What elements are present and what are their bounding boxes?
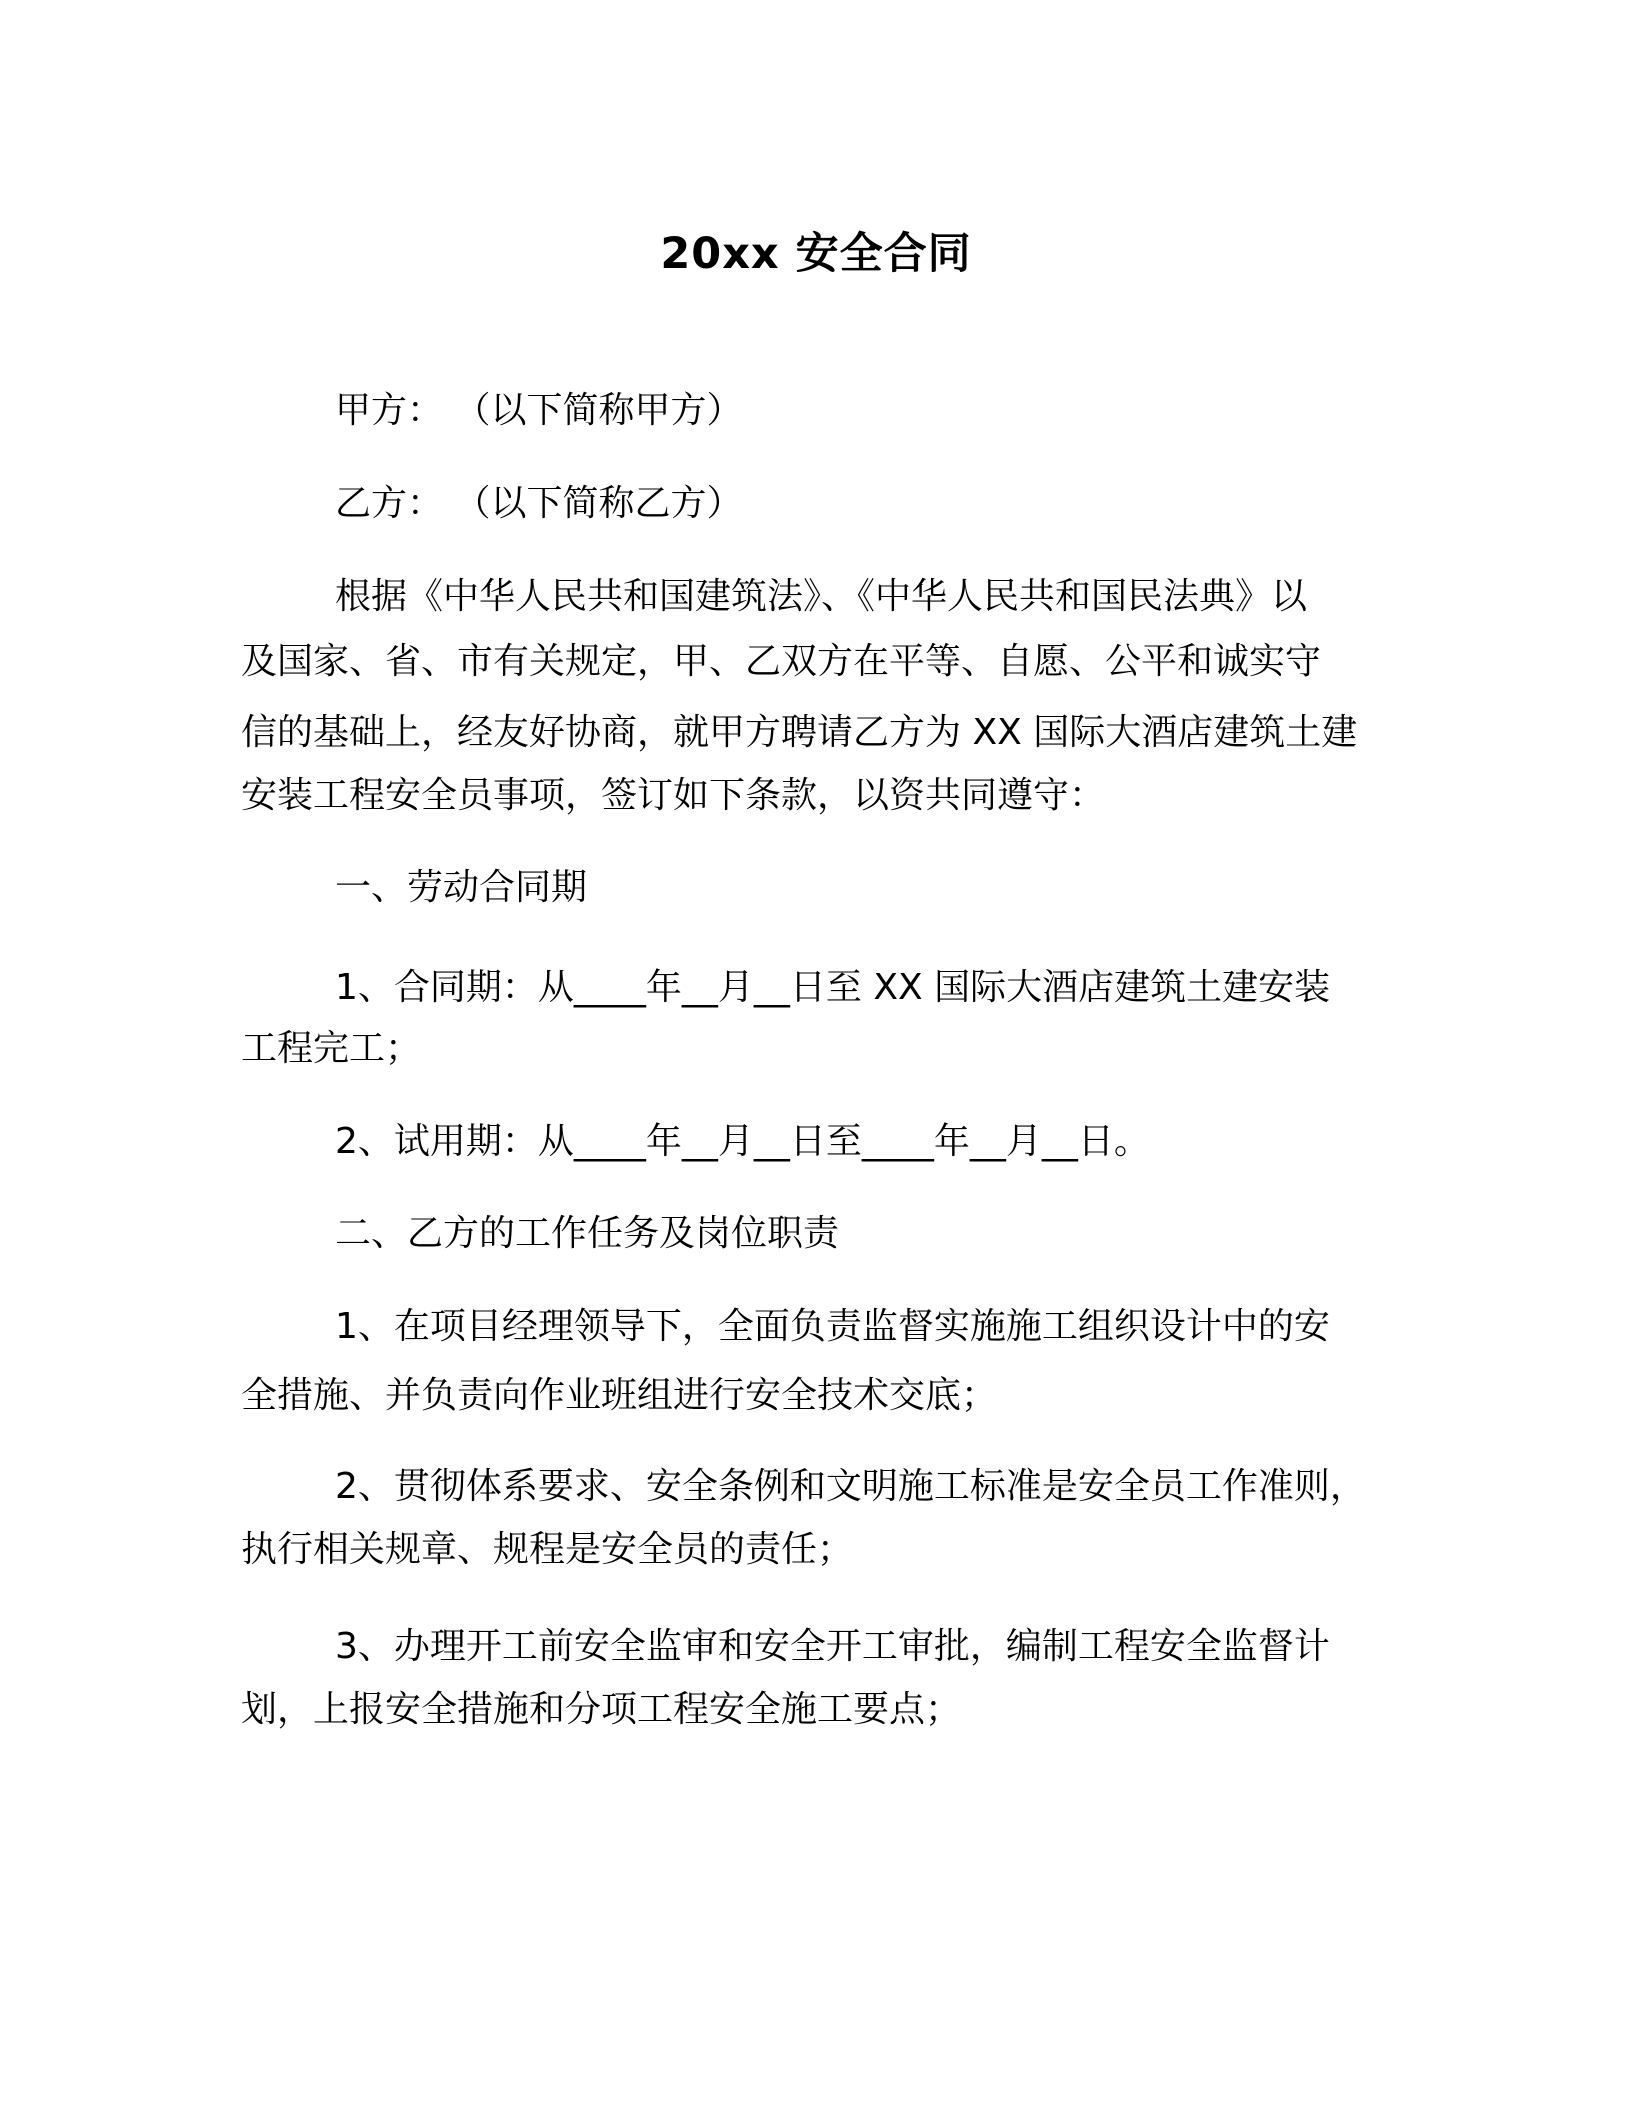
clause-1-2-line-1: 2、试用期：从____年__月__日至____年__月__日。 bbox=[335, 1121, 1150, 1162]
clause-2-3-line-2: 划，上报安全措施和分项工程安全施工要点； bbox=[241, 1689, 962, 1730]
party-b-line: 乙方： （以下简称乙方） bbox=[335, 483, 743, 524]
section-heading-2: 二、乙方的工作任务及岗位职责 bbox=[335, 1213, 840, 1254]
clause-2-1-line-2: 全措施、并负责向作业班组进行安全技术交底； bbox=[241, 1375, 998, 1416]
clause-2-1-line-1: 1、在项目经理领导下，全面负责监督实施施工组织设计中的安 bbox=[335, 1306, 1330, 1347]
preamble-line-3: 信的基础上，经友好协商，就甲方聘请乙方为 XX 国际大酒店建筑土建 bbox=[241, 712, 1358, 753]
preamble-line-1: 根据《中华人民共和国建筑法》、《中华人民共和国民法典》以 bbox=[335, 576, 1308, 617]
party-a-line: 甲方： （以下简称甲方） bbox=[335, 390, 743, 431]
clause-2-2-line-1: 2、贯彻体系要求、安全条例和文明施工标准是安全员工作准则， bbox=[335, 1466, 1366, 1507]
clause-1-1-line-2: 工程完工； bbox=[241, 1028, 422, 1069]
document-title: 20xx 安全合同 bbox=[660, 229, 972, 279]
clause-2-3-line-1: 3、办理开工前安全监审和安全开工审批，编制工程安全监督计 bbox=[335, 1626, 1330, 1667]
section-heading-1: 一、劳动合同期 bbox=[335, 867, 588, 908]
clause-1-1-line-1: 1、合同期：从____年__月__日至 XX 国际大酒店建筑土建安装 bbox=[335, 967, 1331, 1008]
clause-2-2-line-2: 执行相关规章、规程是安全员的责任； bbox=[241, 1529, 854, 1570]
preamble-line-2: 及国家、省、市有关规定，甲、乙双方在平等、自愿、公平和诚实守 bbox=[241, 641, 1322, 682]
preamble-line-4: 安装工程安全员事项，签订如下条款，以资共同遵守： bbox=[241, 775, 1106, 816]
